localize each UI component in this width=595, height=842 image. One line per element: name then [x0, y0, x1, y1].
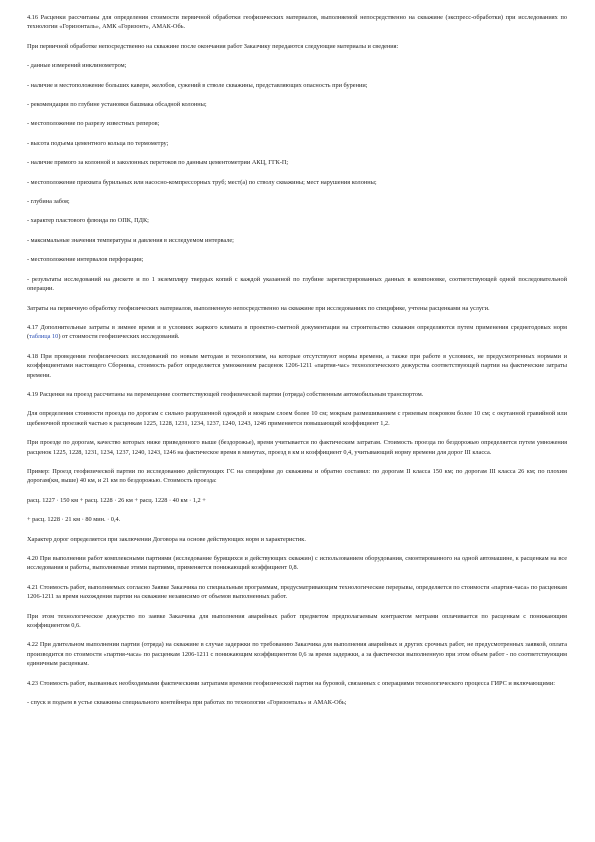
list-item: - рекомендации по глубине установки башмака обсадной колонны;: [27, 101, 207, 109]
paragraph-road-quality: Для определения стоимости проезда по дорогам с сильно разрушенной одеждой и мокрым слоем более 10 см; мокрым размешиванием с грязевым покровом более 10 см; с окутанной гравийной или щебеночной проезжей частью к расценкам 1225, 1228, 1231, 1234, 1237, 1240, 1243, 1246 применяется повышающий коэффициент 1,2.: [27, 410, 567, 427]
list-item: - спуск и подъем в устье скважины специального контейнера при работах по технологии «Горизонталь» и АМАК-Обь;: [27, 699, 347, 707]
paragraph-4-17-tail: ) от стоимости геофизических исследований.: [58, 333, 180, 341]
paragraph-4-17-text: 4.17 Дополнительные затраты в зимнее время и в условиях жаркого климата в проектно-сметной документации на строительство скважин определяются путем применения среднегодовых норм (: [27, 323, 567, 341]
paragraph-costs: Затраты на первичную обработку геофизических материалов, выполненную непосредственно на скважине при исследованиях по специфике, учтены расценками на услуги.: [27, 304, 490, 312]
list-item: - местоположение интервалов перфорации;: [27, 256, 144, 264]
list-item: - максимальные значения температуры и давления в исследуемом интервале;: [27, 236, 234, 244]
paragraph-4-19: 4.19 Расценки на проезд рассчитаны на перемещение соответствующей геофизической партии (отряда) собственным автомобильным транспортом.: [27, 390, 424, 398]
list-item: - наличие прямого за колонной и заколонных перетоков по данным цементометрии АКЦ, ГГК-П;: [27, 159, 289, 167]
paragraph-example: Пример: Проезд геофизической партии по исследованию действующих ГС на специфике до скважины и обратно составил: по дорогам II класса 150 км; по дорогам III класса 26 км; по плохим дорогам(км, выше) 40 км, и 21 км по бездорожью. Стоимость проезда:: [27, 467, 567, 485]
formula-line-1: расц. 1227 · 150 км + расц. 1228 · 26 км + расц. 1228 · 40 км · 1,2 +: [27, 496, 206, 504]
list-item: - наличие и местоположение больших каверн, желобов, сужений в стволе скважины, представляющих опасность при бурении;: [27, 81, 368, 89]
list-item: - местоположение по разрезу известных реперов;: [27, 120, 160, 128]
paragraph-4-22: 4.22 При длительном выполнении партии (отряда) на скважине в случае задержки по требованию Заказчика для выполнения аварийных и других срочных работ, не предусмотренных заявкой, оплата производится по стоимости «партия-часа» по расценкам 1206-1211 с понижающим коэффициентом 0,6 за время задержки, а за фактически выполненную при этом объем работ - по соответствующим единичным расценкам.: [27, 641, 567, 668]
list-item: - характер пластового флюида по ОПК, ПДК;: [27, 217, 149, 225]
paragraph-road-character: Характер дорог определяется при заключении Договора на основе действующих норм и характеристик.: [27, 535, 306, 543]
list-item: - данные измерений инклинометром;: [27, 62, 127, 70]
list-item: - результаты исследований на дискете и по 1 экземпляру твердых копий с каждой указанной по глубине зарегистрированных данных в компоновке, соответствующей одной последовательной операции.: [27, 275, 567, 293]
paragraph-4-18: 4.18 При проведении геофизических исследований по новым методам и технологиям, на которые отсутствуют нормы времени, а также при работе в условиях, не предусмотренных нормами и коэффициентами настоящего Сборника, стоимость работ определяется умножением расценок 1206-1211 «партия-час» технологического дежурства соответствующей партии на фактические затраты времени.: [27, 352, 567, 379]
paragraph-4-23: 4.23 Стоимость работ, вызванных необходимыми фактическими затратами времени геофизической партии на буровой, связанных с операциями технологического процесса ГИРС и включающими:: [27, 679, 555, 687]
paragraph-duty: При этом технологическое дежурство по заявке Заказчика для выполнения аварийных работ предметом предполагаемым контрактом метрами оплачивается по расценкам с понижающим коэффициентом 0,6.: [27, 612, 567, 630]
list-item: - местоположение прихвата бурильных или насосно-компрессорных труб; мест(а) по стволу скважины; мест нарушения колонны;: [27, 178, 377, 186]
paragraph-intro-list: При первичной обработке непосредственно на скважине после окончания работ Заказчику передаются следующие материалы и сведения:: [27, 42, 399, 50]
formula-line-2: + расц. 1228 · 21 км · 80 мин. · 0,4.: [27, 516, 121, 524]
paragraph-4-17: [27, 323, 567, 342]
paragraph-4-20: 4.20 При выполнении работ комплексными партиями (исследование бурящихся и действующих скважин) с использованием оборудования, смонтированного на одной автомашине, к расценкам на все исследования и работы, выполняемые этими партиями, применяется понижающий коэффициент 0,8.: [27, 555, 567, 572]
table-10-link[interactable]: таблица 10: [29, 333, 59, 341]
list-item: - высота подъема цементного кольца по термометру;: [27, 139, 169, 147]
paragraph-offroad: При проезде по дорогам, качество которых ниже приведенного выше (бездорожье), время учитывается по фактическим затратам. Стоимость проезда по бездорожью определяется путем умножения расценок 1225, 1228, 1231, 1234, 1237, 1240, 1243, 1246 на фактическое время в минутах, проезд в км и коэффициент 0,4, учитывающий норму времени для дорог III класса.: [27, 439, 567, 456]
list-item: - глубина забоя;: [27, 198, 70, 206]
paragraph-4-16: 4.16 Расценки рассчитаны для определения стоимости первичной обработки геофизических материалов, выполняемой непосредственно на скважине (экспресс-обработки) при исследованиях по технологии «Горизонталь», АМК «Горизонт», АМАК-Обь.: [27, 14, 567, 31]
paragraph-4-21: 4.21 Стоимость работ, выполняемых согласно Заявке Заказчика по специальным программам, предусматривающим технологические перерывы, определяется по стоимости «партия-часа» по расценкам 1206-1211 за время нахождения партии на скважине независимо от объемов выполненных работ.: [27, 583, 567, 601]
